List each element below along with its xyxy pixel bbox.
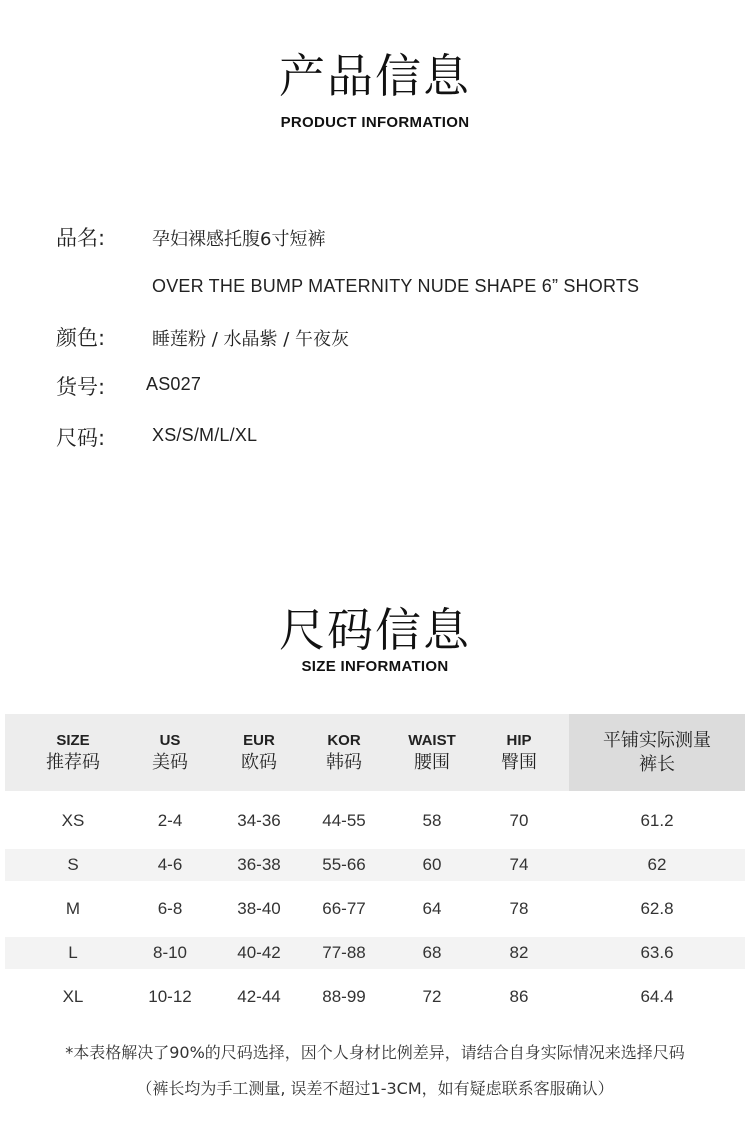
sku-label: 货号: [56, 375, 106, 399]
header-waist: WAIST 腰围 [408, 731, 456, 773]
header-kor: KOR 韩码 [326, 731, 362, 773]
table-row: L 8-10 40-42 77-88 68 82 63.6 [5, 937, 745, 969]
size-value: XS/S/M/L/XL [152, 425, 258, 445]
header-size: SIZE 推荐码 [46, 731, 100, 773]
sku-value: AS027 [146, 374, 202, 394]
table-row: XL 10-12 42-44 88-99 72 86 64.4 [62, 987, 674, 1006]
header-eur: EUR 欧码 [241, 731, 277, 773]
size-note: *本表格解决了90%的尺码选择，因个人身材比例差异，请结合自身实际情况来选择尺码 [65, 1043, 685, 1062]
measurement-note: （裤长均为手工测量, 误差不超过1-3CM，如有疑虑联系客服确认） [136, 1079, 614, 1098]
name-label: 品名: [56, 226, 106, 250]
name-value-en: OVER THE BUMP MATERNITY NUDE SHAPE 6” SHORTS [152, 276, 640, 296]
header-hip: HIP 臀围 [501, 731, 537, 773]
color-value: 睡莲粉 / 水晶紫 / 午夜灰 [152, 329, 350, 350]
table-row: XS 2-4 34-36 44-55 58 70 61.2 [61, 811, 674, 830]
table-row: S 4-6 36-38 55-66 60 74 62 [5, 849, 745, 881]
product-info-title-en: PRODUCT INFORMATION [280, 114, 470, 131]
header-length: 平铺实际测量 裤长 [603, 729, 711, 775]
size-label: 尺码: [56, 426, 106, 450]
header-us: US 美码 [152, 731, 188, 773]
table-row: M 6-8 38-40 66-77 64 78 62.8 [65, 899, 674, 918]
size-info-title-cn: 尺码信息 [279, 603, 471, 657]
name-value-cn: 孕妇裸感托腹6寸短裤 [152, 229, 326, 250]
color-label: 颜色: [56, 326, 106, 350]
size-info-title-en: SIZE INFORMATION [301, 658, 449, 675]
product-info-title-cn: 产品信息 [279, 49, 471, 103]
